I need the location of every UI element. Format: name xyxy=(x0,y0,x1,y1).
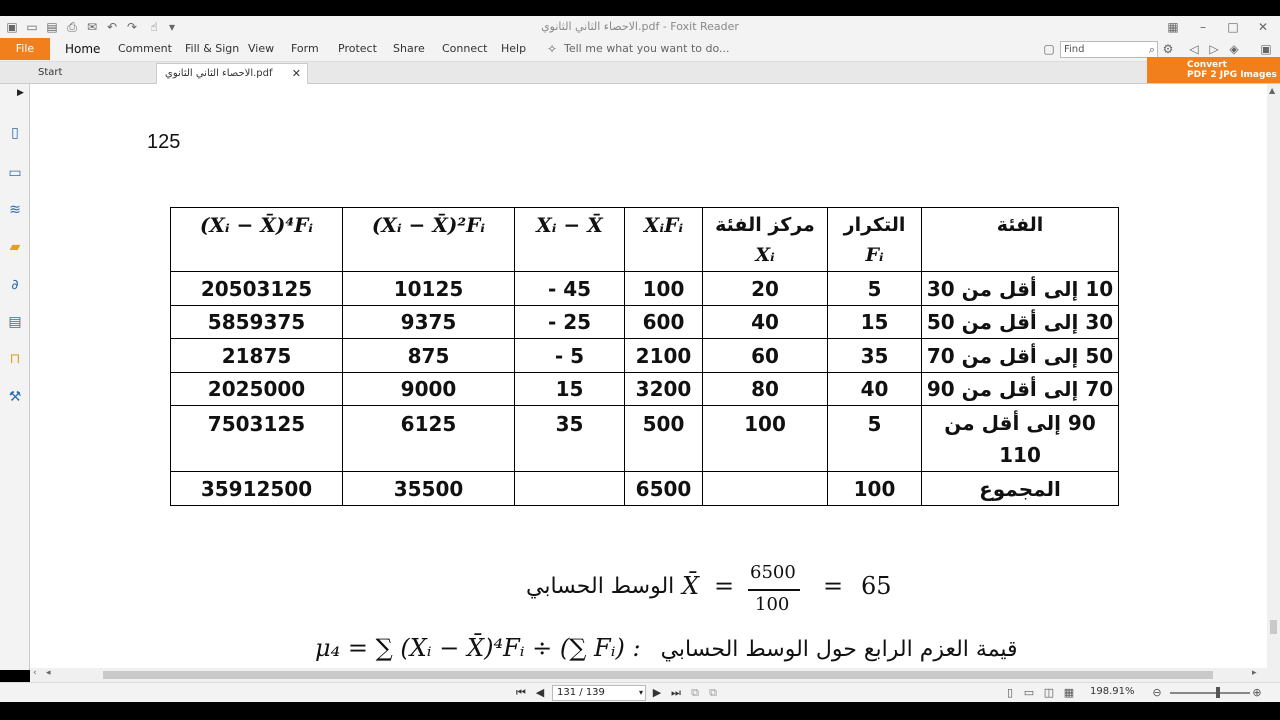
cell: 600 xyxy=(625,306,703,339)
cell: 9000 xyxy=(343,373,515,406)
document-page xyxy=(30,84,1267,668)
cell: - 45 xyxy=(515,272,625,306)
user-account-icon[interactable]: ▣ xyxy=(1260,42,1272,56)
menu-share[interactable]: Share xyxy=(393,42,425,55)
menu-help[interactable]: Help xyxy=(501,42,527,55)
navigation-sidebar xyxy=(0,84,30,670)
cell: 40 xyxy=(703,306,828,339)
find-input[interactable]: Find ⌕ xyxy=(1060,41,1158,58)
cell: 40 xyxy=(828,373,922,406)
table-row xyxy=(171,339,1119,373)
table-row xyxy=(171,373,1119,406)
cell: 100 xyxy=(625,272,703,306)
security-lock-icon[interactable]: ⊓ xyxy=(9,351,21,367)
cell: - 5 xyxy=(515,339,625,373)
cell: 15 xyxy=(828,306,922,339)
cell: 35 xyxy=(515,406,625,472)
cell: 3200 xyxy=(625,373,703,406)
header-deviation: Xᵢ − X̄ xyxy=(515,208,625,272)
next-view-icon[interactable]: ⧉ xyxy=(709,686,717,699)
fraction-bar xyxy=(748,589,800,591)
cell: المجموع xyxy=(922,472,1119,506)
menu-form[interactable]: Form xyxy=(291,42,319,55)
ribbon-display-icon[interactable]: ▦ xyxy=(1167,20,1179,34)
horizontal-scrollbar[interactable] xyxy=(30,668,1280,682)
header-class: الفئة xyxy=(922,208,1119,272)
search-icon[interactable]: ⌕ xyxy=(1148,43,1155,56)
tools-icon[interactable]: ⚒ xyxy=(8,389,22,405)
window-title: الاحصاء الثاني الثانوي.pdf - Foxit Reader xyxy=(541,20,739,33)
header-xf: XᵢFᵢ xyxy=(625,208,703,272)
email-icon[interactable]: ✉ xyxy=(86,20,98,34)
tab-active-document[interactable]: الاحصاء الثاني الثانوي.pdf ✕ xyxy=(156,63,308,84)
table-header-row xyxy=(171,208,1119,272)
menu-connect[interactable]: Connect xyxy=(442,42,488,55)
zoom-out-icon[interactable]: ⊖ xyxy=(1152,686,1162,699)
menu-comment[interactable]: Comment xyxy=(118,42,172,55)
previous-page-icon[interactable]: ◀ xyxy=(535,686,545,699)
screen-top-border xyxy=(0,0,1280,16)
attachment-icon[interactable]: ∂ xyxy=(11,277,19,293)
cell: 50 إلى أقل من 70 xyxy=(922,339,1119,373)
next-page-icon[interactable]: ▶ xyxy=(652,686,662,699)
zoom-slider[interactable] xyxy=(1170,692,1250,694)
zoom-level[interactable]: 198.91% xyxy=(1090,686,1135,697)
signature-icon[interactable]: ▤ xyxy=(8,314,22,330)
menu-fill-sign[interactable]: Fill & Sign xyxy=(185,42,240,55)
cell: 500 xyxy=(625,406,703,472)
menu-protect[interactable]: Protect xyxy=(338,42,377,55)
page-dropdown-icon[interactable]: ▾ xyxy=(638,688,643,697)
equals-sign: = xyxy=(823,572,844,600)
pages-icon[interactable]: ▭ xyxy=(8,165,22,181)
cell: 100 xyxy=(828,472,922,506)
moment-expression: μ₄ = ∑ (Xᵢ − X̄)⁴Fᵢ ÷ (∑ Fᵢ) : xyxy=(315,634,641,662)
open-icon[interactable]: ▭ xyxy=(26,20,38,34)
page-number: 125 xyxy=(147,131,181,153)
ribbon-menu xyxy=(0,38,1280,62)
notification-bell-icon[interactable]: ◈ xyxy=(1229,42,1239,56)
hand-tool-icon[interactable]: ☝ xyxy=(150,20,158,34)
cell: 35500 xyxy=(343,472,515,506)
cell: 7503125 xyxy=(171,406,343,472)
menu-home[interactable]: Home xyxy=(65,42,101,56)
cell: 15 xyxy=(515,373,625,406)
cell: - 25 xyxy=(515,306,625,339)
maximize-icon[interactable]: □ xyxy=(1227,20,1239,34)
cell: 20 xyxy=(703,272,828,306)
redo-icon[interactable]: ↷ xyxy=(126,20,138,34)
settings-gear-icon[interactable]: ⚙ xyxy=(1162,42,1174,56)
moment-label: قيمة العزم الرابع حول الوسط الحسابي xyxy=(660,637,1018,662)
cell: 21875 xyxy=(171,339,343,373)
close-tab-icon[interactable]: ✕ xyxy=(291,67,301,80)
fraction-denominator: 100 xyxy=(755,594,790,615)
cell: 35 xyxy=(828,339,922,373)
single-page-icon[interactable]: ▯ xyxy=(1006,686,1014,699)
table-row xyxy=(171,272,1119,306)
equals-sign: = xyxy=(714,572,735,600)
first-page-icon[interactable]: ⏮ xyxy=(516,686,526,699)
tab-start[interactable]: Start xyxy=(38,67,63,78)
scroll-right-icon[interactable]: ▸ xyxy=(1252,668,1257,678)
minimize-icon[interactable]: – xyxy=(1200,20,1206,34)
customize-toolbar-icon[interactable]: ▾ xyxy=(168,20,176,34)
mean-result: 65 xyxy=(861,572,892,600)
document-tab-bar xyxy=(0,62,1280,84)
frequency-table xyxy=(170,207,1119,506)
cell: 70 إلى أقل من 90 xyxy=(922,373,1119,406)
app-logo-icon: ▣ xyxy=(6,20,18,34)
horizontal-scroll-thumb[interactable] xyxy=(103,671,1213,679)
layers-icon[interactable]: ≋ xyxy=(9,202,21,218)
comments-icon[interactable]: ▰ xyxy=(9,239,21,255)
cell: 20503125 xyxy=(171,272,343,306)
cell: 35912500 xyxy=(171,472,343,506)
cell: 6500 xyxy=(625,472,703,506)
print-icon[interactable]: ⎙ xyxy=(67,20,77,34)
header-fourth-power: (Xᵢ − X̄)⁴Fᵢ xyxy=(171,208,343,272)
cell: 5 xyxy=(828,406,922,472)
table-row xyxy=(171,306,1119,339)
cell xyxy=(515,472,625,506)
save-icon[interactable]: ▤ xyxy=(46,20,58,34)
cell: 80 xyxy=(703,373,828,406)
close-icon[interactable]: ✕ xyxy=(1257,20,1269,34)
zoom-in-icon[interactable]: ⊕ xyxy=(1252,686,1262,699)
cell: 875 xyxy=(343,339,515,373)
page-number-input[interactable]: 131 / 139 ▾ xyxy=(552,685,646,701)
cell: 10125 xyxy=(343,272,515,306)
fraction-numerator: 6500 xyxy=(750,562,796,583)
cell: 10 إلى أقل من 30 xyxy=(922,272,1119,306)
facing-page-icon[interactable]: ◫ xyxy=(1043,686,1055,699)
header-class-midpoint: مركز الفئة Xᵢ xyxy=(703,208,828,272)
find-folder-icon[interactable]: ▢ xyxy=(1043,42,1055,56)
last-page-icon[interactable]: ⏭ xyxy=(671,686,681,699)
file-menu-button[interactable]: File xyxy=(0,38,50,60)
cell: 6125 xyxy=(343,406,515,472)
undo-icon[interactable]: ↶ xyxy=(106,20,118,34)
zoom-slider-handle[interactable] xyxy=(1216,687,1220,698)
mean-formula xyxy=(526,562,906,622)
next-result-icon[interactable]: ▷ xyxy=(1209,42,1219,56)
continuous-page-icon[interactable]: ▭ xyxy=(1023,686,1035,699)
fourth-moment-formula xyxy=(315,634,1018,662)
cell: 90 إلى أقل من 110 xyxy=(922,406,1119,472)
cell xyxy=(703,472,828,506)
status-bar xyxy=(0,682,1280,702)
tell-me-search[interactable]: Tell me what you want to do... xyxy=(564,42,730,55)
header-frequency: التكرار Fᵢ xyxy=(828,208,922,272)
vertical-scroll-thumb[interactable] xyxy=(1270,620,1277,634)
scroll-left-icon[interactable]: ◂ xyxy=(46,668,51,678)
cell: 5859375 xyxy=(171,306,343,339)
cell: 30 إلى أقل من 50 xyxy=(922,306,1119,339)
scroll-left-icon[interactable]: ‹ xyxy=(33,668,37,678)
expand-sidebar-icon[interactable]: ▶ xyxy=(17,88,24,98)
cell: 9375 xyxy=(343,306,515,339)
menu-view[interactable]: View xyxy=(248,42,275,55)
prev-result-icon[interactable]: ◁ xyxy=(1189,42,1199,56)
header-second-power: (Xᵢ − X̄)²Fᵢ xyxy=(343,208,515,272)
cell: 5 xyxy=(828,272,922,306)
table-total-row xyxy=(171,472,1119,506)
bookmark-icon[interactable]: ▯ xyxy=(11,125,19,141)
vertical-scrollbar[interactable] xyxy=(1267,84,1280,668)
convert-ad-button[interactable]: Convert PDF 2 JPG Images xyxy=(1147,57,1280,83)
table-row xyxy=(171,406,1119,472)
scroll-up-icon[interactable]: ▲ xyxy=(1269,86,1276,95)
mean-symbol: X̄ xyxy=(682,572,700,600)
screen-bottom-border xyxy=(0,702,1280,720)
title-bar xyxy=(0,16,1280,38)
cell: 2025000 xyxy=(171,373,343,406)
previous-view-icon[interactable]: ⧉ xyxy=(691,686,699,699)
cell: 2100 xyxy=(625,339,703,373)
mean-label: الوسط الحسابي xyxy=(526,574,675,599)
cell: 60 xyxy=(703,339,828,373)
lightbulb-icon: ✧ xyxy=(546,42,558,56)
continuous-facing-icon[interactable]: ▦ xyxy=(1063,686,1075,699)
cell: 100 xyxy=(703,406,828,472)
